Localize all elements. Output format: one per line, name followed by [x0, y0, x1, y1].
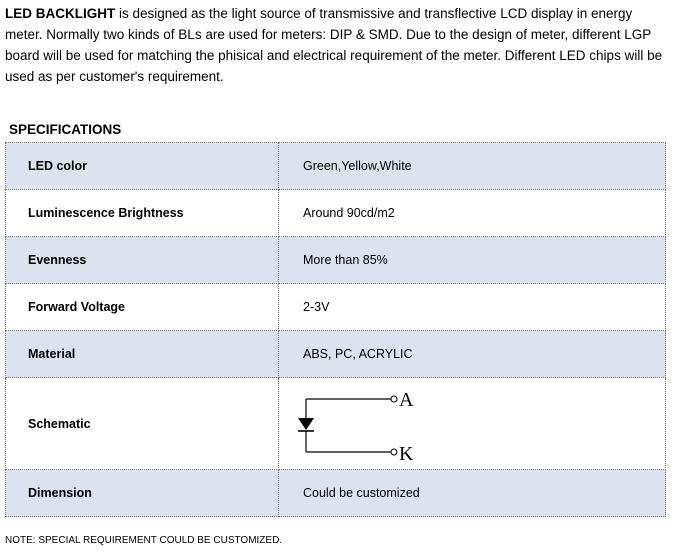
specifications-heading: SPECIFICATIONS [9, 122, 122, 137]
cathode-label: K [399, 442, 414, 465]
table-row [6, 237, 666, 284]
table-row [6, 378, 666, 470]
spec-value: 2-3V [279, 284, 666, 331]
spec-label: Schematic [6, 378, 279, 470]
footnote: NOTE: SPECIAL REQUIREMENT COULD BE CUSTOMIZED. [5, 535, 283, 546]
specifications-table [5, 142, 666, 517]
spec-value: Green,Yellow,White [279, 143, 666, 190]
spec-label: Dimension [6, 470, 279, 517]
table-row [6, 284, 666, 331]
intro-text: is designed as the light source of transmissive and transflective LCD display in energy meter. Normally two kinds of BLs are used for meters: DIP & SMD. Due to the design of meter, different LGP board will be used for matching the phisical and electrical requirement of the meter. Different LED chips will be used as per customer's requirement. [5, 6, 663, 84]
spec-label: LED color [6, 143, 279, 190]
diode-schematic-icon [279, 381, 439, 467]
anode-terminal [391, 396, 397, 402]
spec-value: Around 90cd/m2 [279, 190, 666, 237]
spec-label: Luminescence Brightness [6, 190, 279, 237]
spec-value: Could be customized [279, 470, 666, 517]
anode-label: A [399, 388, 414, 411]
intro-lead: LED BACKLIGHT [5, 6, 116, 21]
spec-value: More than 85% [279, 237, 666, 284]
diode-triangle [298, 418, 314, 430]
spec-label: Forward Voltage [6, 284, 279, 331]
table-row [6, 331, 666, 378]
spec-label: Material [6, 331, 279, 378]
spec-value: ABS, PC, ACRYLIC [279, 331, 666, 378]
table-row [6, 190, 666, 237]
intro-paragraph [5, 3, 669, 87]
spec-label: Evenness [6, 237, 279, 284]
table-row [6, 143, 666, 190]
cathode-terminal [391, 449, 397, 455]
schematic-cell [279, 378, 666, 470]
table-row [6, 470, 666, 517]
